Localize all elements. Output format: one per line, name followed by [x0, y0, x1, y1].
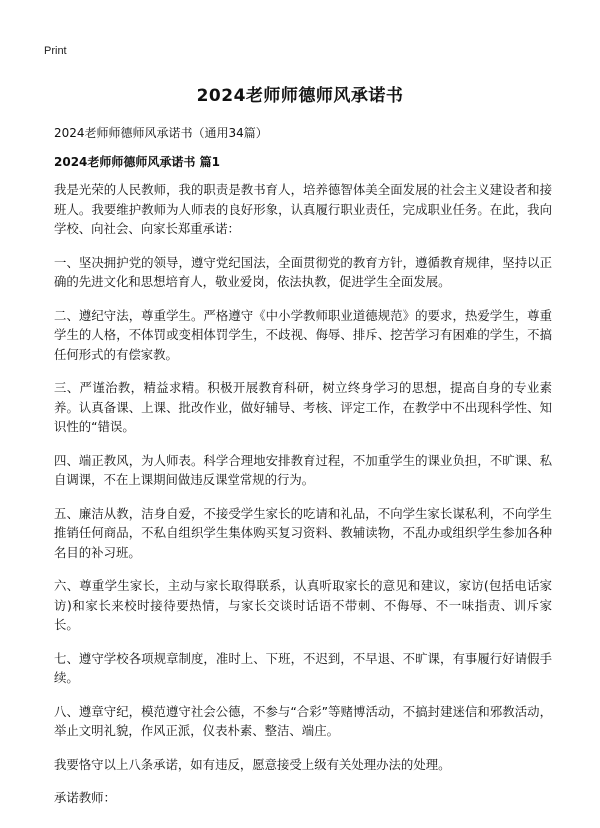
intro-paragraph: 我是光荣的人民教师，我的职责是教书育人，培养德智体美全面发展的社会主义建设者和接班人。我要维护教师为人师表的良好形象，认真履行职业责任，完成职业任务。在此，我向学校、向社会、向家长郑重承诺：: [54, 182, 552, 236]
pledge-item-8: 八、遵章守纪，模范遵守社会公德，不参与“合彩”等赌博活动，不搞封建迷信和邪教活动，举止文明礼貌，作风正派，仪表朴素、整洁、端庄。: [54, 703, 552, 738]
document-title: 2024老师师德师风承诺书: [196, 86, 404, 106]
closing-paragraph: 我要恪守以上八条承诺，如有违反，愿意接受上级有关处理办法的处理。: [54, 756, 451, 772]
print-label: Print: [44, 45, 67, 57]
pledge-item-4: 四、端正教风，为人师表。科学合理地安排教育过程，不加重学生的课业负担，不旷课、私自调课，不在上课期间做违反课堂常规的行为。: [54, 452, 552, 487]
pledge-item-6: 六、尊重学生家长，主动与家长取得联系，认真听取家长的意见和建议，家访(包括电话家访)和家长来校时接待要热情，与家长交谈时话语不带刺、不侮辱、不一味指责、训斥家长。: [54, 578, 552, 632]
pledge-item-3: 三、严谨治教，精益求精。积极开展教育科研，树立终身学习的思想，提高自身的专业素养。认真备课、上课、批改作业，做好辅导、考核、评定工作，在教学中不出现科学性、知识性的“错误。: [54, 380, 552, 434]
pledge-item-2: 二、遵纪守法，尊重学生。严格遵守《中小学教师职业道德规范》的要求，热爱学生，尊重学生的人格，不体罚或变相体罚学生，不歧视、侮辱、排斥、挖苦学习有困难的学生，不搞任何形式的有偿家教。: [54, 307, 552, 362]
signature-line: 承诺教师：: [54, 790, 116, 805]
pledge-item-7: 七、遵守学校各项规章制度，准时上、下班，不迟到，不早退、不旷课，有事履行好请假手续。: [54, 650, 552, 685]
pledge-item-1: 一、坚决拥护党的领导，遵守党纪国法，全面贯彻党的教育方针，遵循教育规律，坚持以正确的先进文化和思想培育人，敬业爱岗，依法执教，促进学生全面发展。: [54, 254, 552, 289]
section-heading: 2024老师师德师风承诺书 篇1: [54, 155, 220, 169]
pledge-item-5: 五、廉洁从教，洁身自爱，不接受学生家长的吃请和礼品，不向学生家长谋私利，不向学生推销任何商品，不私自组织学生集体购买复习资料、教辅读物，不乱办或组织学生参加各种名目的补习班。: [54, 505, 552, 560]
document-body: [54, 180, 552, 822]
document-subtitle: 2024老师师德师风承诺书（通用34篇）: [54, 126, 268, 140]
